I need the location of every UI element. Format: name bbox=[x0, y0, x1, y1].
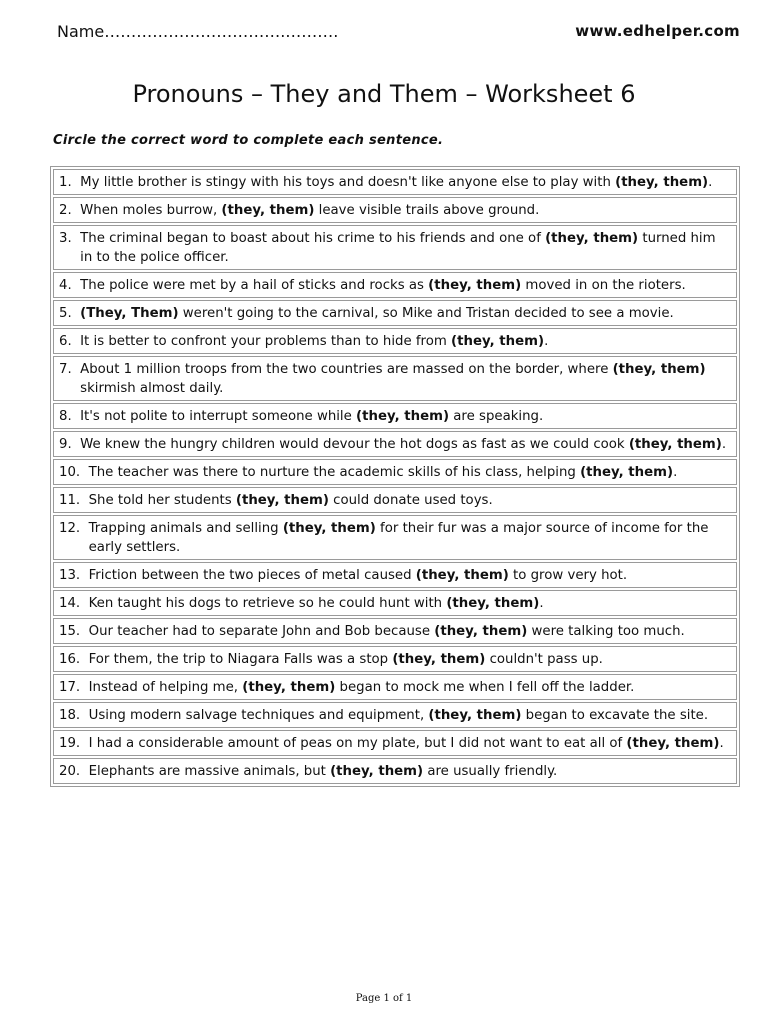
question-number: 16. bbox=[59, 652, 89, 667]
pronoun-choice[interactable]: (they, them) bbox=[612, 362, 706, 377]
sentence-end: began to excavate the site. bbox=[521, 708, 709, 723]
question-text bbox=[89, 706, 731, 725]
pronoun-choice[interactable]: (they, them) bbox=[580, 465, 674, 480]
question-text bbox=[89, 622, 731, 641]
question-row bbox=[53, 272, 737, 298]
sentence-start: Using modern salvage techniques and equipment, bbox=[88, 708, 429, 723]
question-text bbox=[80, 173, 731, 192]
question-number: 4. bbox=[59, 278, 81, 293]
sentence-end: . bbox=[721, 437, 727, 452]
question-number: 8. bbox=[59, 409, 81, 424]
sentence-start: She told her students bbox=[88, 493, 236, 508]
sentence-end: began to mock me when I fell off the ladder. bbox=[335, 680, 635, 695]
sentence-start: The teacher was there to nurture the academic skills of his class, helping bbox=[88, 465, 581, 480]
question-number: 14. bbox=[59, 596, 89, 611]
pronoun-choice[interactable]: (they, them) bbox=[242, 680, 336, 695]
sentence-end: were talking too much. bbox=[527, 624, 685, 639]
sentence-end: skirmish almost daily. bbox=[80, 381, 224, 396]
sentence-start: We knew the hungry children would devour the hot dogs as fast as we could cook bbox=[80, 437, 629, 452]
pronoun-choice[interactable]: (they, them) bbox=[428, 708, 522, 723]
question-text bbox=[80, 229, 731, 267]
question-text bbox=[89, 566, 731, 585]
sentence-end: . bbox=[708, 175, 713, 190]
question-row bbox=[53, 562, 737, 588]
sentence-end: weren't going to the carnival, so Mike and Tristan decided to see a movie. bbox=[178, 306, 674, 321]
question-row bbox=[53, 169, 737, 195]
sentence-start: Our teacher had to separate John and Bob because bbox=[88, 624, 435, 639]
question-row bbox=[53, 674, 737, 700]
sentence-end: moved in on the rioters. bbox=[521, 278, 686, 293]
question-text bbox=[80, 407, 731, 426]
sentence-start: It is better to confront your problems than to hide from bbox=[80, 334, 452, 349]
sentence-end: are usually friendly. bbox=[423, 764, 558, 779]
question-text bbox=[80, 360, 731, 398]
question-number: 13. bbox=[59, 568, 89, 583]
question-table bbox=[50, 166, 740, 787]
pronoun-choice[interactable]: (they, them) bbox=[392, 652, 486, 667]
pronoun-choice[interactable]: (they, them) bbox=[451, 334, 545, 349]
question-row bbox=[53, 702, 737, 728]
pronoun-choice[interactable]: (they, them) bbox=[330, 764, 424, 779]
question-text bbox=[80, 276, 731, 295]
sentence-start: Ken taught his dogs to retrieve so he could hunt with bbox=[88, 596, 447, 611]
sentence-end: turned him in to the police officer. bbox=[80, 231, 716, 265]
sentence-start: For them, the trip to Niagara Falls was a stop bbox=[88, 652, 393, 667]
question-number: 9. bbox=[59, 437, 81, 452]
pronoun-choice[interactable]: (they, them) bbox=[628, 437, 722, 452]
sentence-start: Friction between the two pieces of metal caused bbox=[88, 568, 416, 583]
question-number: 12. bbox=[59, 521, 89, 536]
pronoun-choice[interactable]: (they, them) bbox=[545, 231, 639, 246]
question-number: 17. bbox=[59, 680, 89, 695]
question-text bbox=[80, 201, 731, 220]
website-url: www.edhelper.com bbox=[575, 22, 740, 40]
question-text bbox=[89, 762, 731, 781]
question-number: 3. bbox=[59, 231, 81, 246]
sentence-start: Instead of helping me, bbox=[88, 680, 243, 695]
sentence-end: leave visible trails above ground. bbox=[314, 203, 540, 218]
instructions: Circle the correct word to complete each sentence. bbox=[53, 133, 444, 148]
sentence-start: About 1 million troops from the two countries are massed on the border, where bbox=[80, 362, 613, 377]
pronoun-choice[interactable]: (they, them) bbox=[235, 493, 329, 508]
question-row bbox=[53, 618, 737, 644]
question-row bbox=[53, 487, 737, 513]
question-row bbox=[53, 431, 737, 457]
question-text bbox=[89, 734, 731, 753]
question-row bbox=[53, 328, 737, 354]
sentence-start: The criminal began to boast about his crime to his friends and one of bbox=[80, 231, 546, 246]
sentence-end: . bbox=[673, 465, 678, 480]
name-field-label: Name…………………………….………. bbox=[57, 22, 339, 41]
question-row bbox=[53, 225, 737, 270]
question-number: 7. bbox=[59, 362, 81, 377]
pronoun-choice[interactable]: (They, Them) bbox=[80, 306, 179, 321]
question-number: 11. bbox=[59, 493, 89, 508]
pronoun-choice[interactable]: (they, them) bbox=[434, 624, 528, 639]
question-row bbox=[53, 515, 737, 560]
sentence-end: could donate used toys. bbox=[328, 493, 493, 508]
pronoun-choice[interactable]: (they, them) bbox=[282, 521, 376, 536]
sentence-end: couldn't pass up. bbox=[485, 652, 603, 667]
question-row bbox=[53, 459, 737, 485]
sentence-end: . bbox=[539, 596, 544, 611]
question-text bbox=[89, 463, 731, 482]
sentence-start: The police were met by a hail of sticks and rocks as bbox=[80, 278, 429, 293]
pronoun-choice[interactable]: (they, them) bbox=[626, 736, 720, 751]
sentence-start: Trapping animals and selling bbox=[88, 521, 283, 536]
question-text bbox=[80, 435, 731, 454]
sentence-end: . bbox=[719, 736, 724, 751]
pronoun-choice[interactable]: (they, them) bbox=[415, 568, 509, 583]
page-footer: Page 1 of 1 bbox=[355, 993, 413, 1004]
question-text bbox=[89, 650, 731, 669]
pronoun-choice[interactable]: (they, them) bbox=[356, 409, 450, 424]
sentence-end: to grow very hot. bbox=[508, 568, 628, 583]
question-row bbox=[53, 197, 737, 223]
question-number: 2. bbox=[59, 203, 81, 218]
pronoun-choice[interactable]: (they, them) bbox=[221, 203, 315, 218]
pronoun-choice[interactable]: (they, them) bbox=[446, 596, 540, 611]
question-row bbox=[53, 590, 737, 616]
question-text bbox=[89, 519, 731, 557]
sentence-start: My little brother is stingy with his toys and doesn't like anyone else to play with bbox=[80, 175, 616, 190]
question-number: 18. bbox=[59, 708, 89, 723]
question-number: 5. bbox=[59, 306, 81, 321]
page-title: Pronouns – They and Them – Worksheet 6 bbox=[132, 80, 636, 108]
question-number: 1. bbox=[59, 175, 81, 190]
sentence-end: . bbox=[544, 334, 549, 349]
question-number: 6. bbox=[59, 334, 81, 349]
question-number: 10. bbox=[59, 465, 89, 480]
pronoun-choice[interactable]: (they, them) bbox=[428, 278, 522, 293]
pronoun-choice[interactable]: (they, them) bbox=[615, 175, 709, 190]
question-text bbox=[89, 678, 731, 697]
question-row bbox=[53, 646, 737, 672]
question-row bbox=[53, 730, 737, 756]
sentence-end: are speaking. bbox=[449, 409, 544, 424]
sentence-start: Elephants are massive animals, but bbox=[88, 764, 331, 779]
question-row bbox=[53, 758, 737, 784]
question-row bbox=[53, 356, 737, 401]
sentence-start: When moles burrow, bbox=[80, 203, 222, 218]
question-text bbox=[80, 304, 731, 323]
question-text bbox=[89, 594, 731, 613]
sentence-end: for their fur was a major source of income for the early settlers. bbox=[88, 521, 709, 555]
sentence-start: I had a considerable amount of peas on my plate, but I did not want to eat all of bbox=[88, 736, 627, 751]
question-row bbox=[53, 300, 737, 326]
question-number: 20. bbox=[59, 764, 89, 779]
question-text bbox=[80, 332, 731, 351]
question-row bbox=[53, 403, 737, 429]
sentence-start: It's not polite to interrupt someone while bbox=[80, 409, 357, 424]
question-number: 15. bbox=[59, 624, 89, 639]
question-text bbox=[89, 491, 731, 510]
question-number: 19. bbox=[59, 736, 89, 751]
